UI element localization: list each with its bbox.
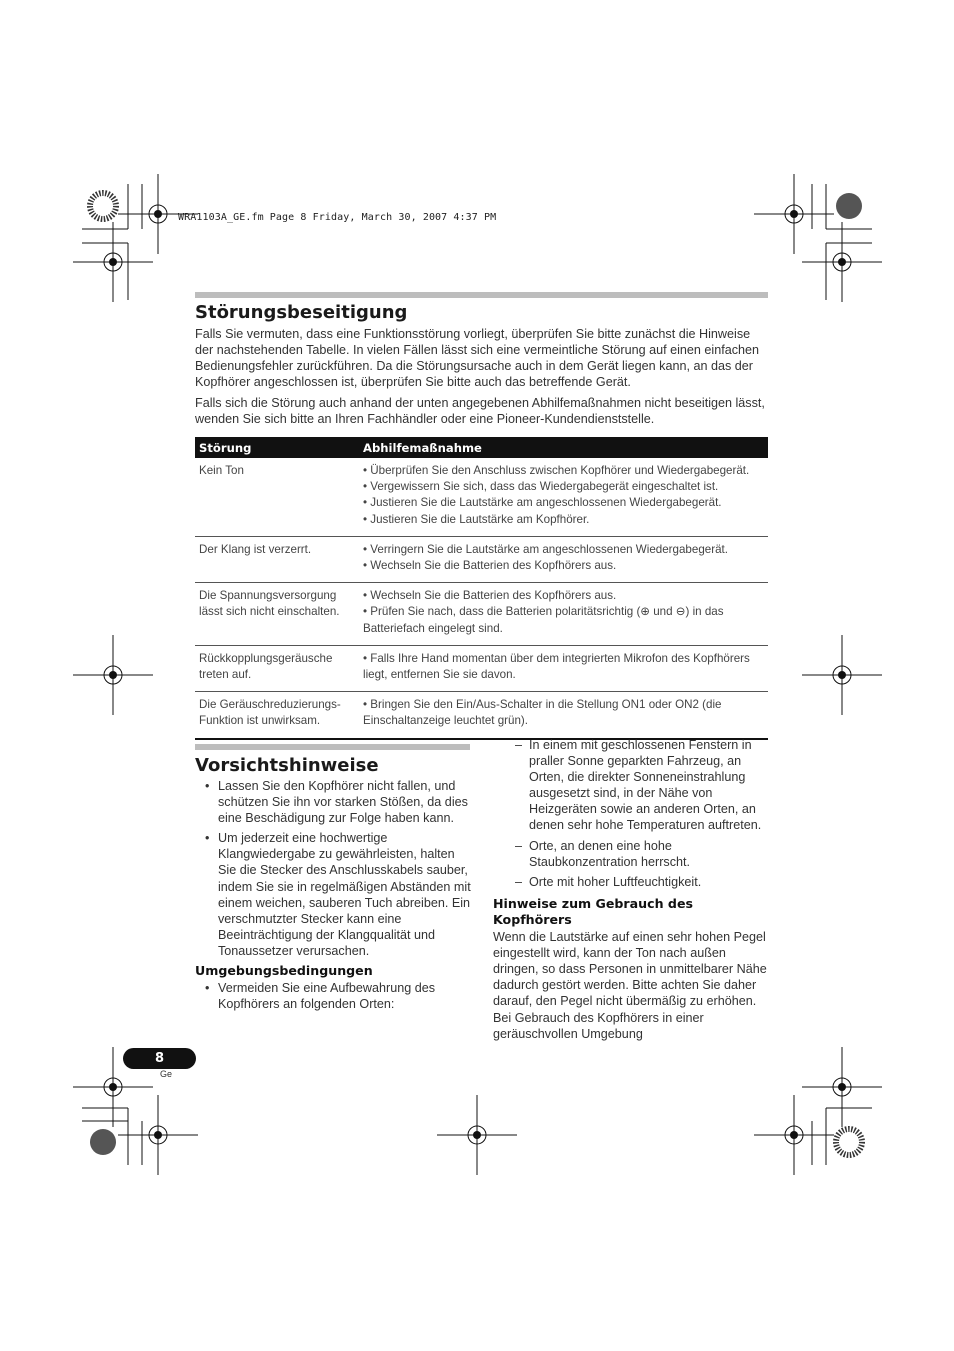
remedy-item: • Vergewissern Sie sich, dass das Wiedergabegerät eingeschaltet ist.	[363, 480, 719, 494]
page-number: 8	[123, 1048, 196, 1069]
remedy-item: • Falls Ihre Hand momentan über dem integrierten Mikrofon des Kopfhörers liegt, entfernen Sie sie davon.	[363, 651, 750, 682]
remedy-item: • Bringen Sie den Ein/Aus-Schalter in die Stellung ON1 oder ON2 (die Einschaltanzeige leuchtet grün).	[363, 698, 722, 728]
table-row	[195, 458, 768, 536]
service-paragraph: Falls sich die Störung auch anhand der unten angegebenen Abhilfemaßnahmen nicht beseitigen lässt, wenden Sie sich bitte an Ihren Fachhändler oder eine Pioneer-Kundendienststelle.	[195, 396, 765, 426]
problem-cell: Rückkopplungsgeräusche treten auf.	[195, 645, 359, 691]
remedy-cell	[359, 458, 768, 536]
left-column	[195, 778, 473, 1016]
remedy-cell	[359, 583, 768, 646]
remedy-item: • Überprüfen Sie den Anschluss zwischen Kopfhörer und Wiedergabegerät.	[363, 464, 750, 477]
remedy-cell	[359, 645, 768, 691]
troubleshooting-table	[195, 437, 768, 740]
right-column	[493, 737, 769, 1042]
problem-cell: Kein Ton	[195, 458, 359, 536]
remedy-item: • Wechseln Sie die Batterien des Kopfhörers aus.	[363, 559, 617, 573]
list-item: – Orte mit hoher Luftfeuchtigkeit.	[493, 874, 769, 890]
list-item: • Lassen Sie den Kopfhörer nicht fallen, und schützen Sie ihn vor starken Stößen, da dies eine Beschädigung zur Folge haben kann.	[195, 778, 473, 826]
remedy-item: • Justieren Sie die Lautstärke am Kopfhörer.	[363, 512, 590, 526]
remedy-item: • Prüfen Sie nach, dass die Batterien polaritätsrichtig (⊕ und ⊖) in das Batteriefach eingelegt sind.	[363, 605, 724, 635]
remedy-cell	[359, 536, 768, 582]
problem-cell: Der Klang ist verzerrt.	[195, 536, 359, 582]
target-icon	[836, 1129, 862, 1155]
list-item: • Vermeiden Sie eine Aufbewahrung des Kopfhörers an folgenden Orten:	[195, 980, 473, 1012]
subheading-headphone-use: Hinweise zum Gebrauch des Kopfhörers	[493, 895, 693, 927]
table-row	[195, 583, 768, 646]
target-icon	[90, 193, 116, 219]
table-row	[195, 692, 768, 739]
list-item: • Um jederzeit eine hochwertige Klangwiedergabe zu gewährleisten, halten Sie die Stecker des Anschlusskabels sauber, indem Sie sie in regelmäßigen Abständen mit einem weichen, sauberen Tuch abreiben. Ein verschmutzter Stecker kann eine Beeinträchtigung der Klangqualität und Tonaussetzer verursachen.	[195, 830, 473, 959]
table-header-row	[195, 437, 768, 458]
table-header-remedy: Abhilfemaßnahme	[359, 437, 768, 458]
section-bar	[195, 292, 768, 298]
language-code: Ge	[160, 1069, 173, 1079]
section-title-precautions: Vorsichtshinweise	[195, 755, 379, 776]
section-title-troubleshooting: Störungsbeseitigung	[195, 302, 408, 323]
table-header-problem: Störung	[195, 437, 359, 458]
problem-cell: Die Geräuschreduzierungs-Funktion ist unwirksam.	[195, 692, 359, 739]
problem-cell: Die Spannungsversorgung lässt sich nicht einschalten.	[195, 583, 359, 646]
target-icon	[836, 193, 862, 219]
remedy-item: • Justieren Sie die Lautstärke am angeschlossenen Wiedergabegerät.	[363, 496, 722, 510]
headphone-use-paragraph: Wenn die Lautstärke auf einen sehr hohen Pegel eingestellt wird, kann der Ton nach außen dringen, so dass Personen in unmittelbarer Nähe dadurch gestört werden. Bitte achten Sie daher darauf, den Pegel nicht übermäßig zu erhöhen. Bei Gebrauch des Kopfhörers in einer geräuschvollen Umgebung	[493, 930, 767, 1041]
table-row	[195, 536, 768, 582]
target-icon	[90, 1129, 116, 1155]
table-row	[195, 645, 768, 691]
list-item: – Orte, an denen eine hohe Staubkonzentration herrscht.	[493, 838, 769, 870]
subheading-environment: Umgebungsbedingungen	[195, 963, 373, 979]
intro-paragraph: Falls Sie vermuten, dass eine Funktionsstörung vorliegt, überprüfen Sie bitte zunächst die Hinweise der nachstehenden Tabelle. In vielen Fällen lässt sich eine vermeintliche Störung auf einen einfachen Bedienungsfehler zurückführen. Da die Störungsursache auch in dem Gerät liegen kann, an das der Kopfhörer angeschlossen ist, überprüfen Sie bitte auch das betreffende Gerät.	[195, 327, 760, 389]
remedy-item: • Wechseln Sie die Batterien des Kopfhörers aus.	[363, 589, 617, 603]
section-bar	[195, 744, 470, 750]
list-item: – In einem mit geschlossenen Fenstern in praller Sonne geparkten Fahrzeug, an Orten, die direkter Sonneneinstrahlung ausgesetzt sind, in der Nähe von Heizgeräten sowie an anderen Orten, an denen sehr hohe Temperaturen auftreten.	[493, 737, 769, 834]
print-header: WRA1103A_GE.fm Page 8 Friday, March 30, 2007 4:37 PM	[178, 212, 497, 223]
remedy-item: • Verringern Sie die Lautstärke am angeschlossenen Wiedergabegerät.	[363, 542, 728, 556]
remedy-cell	[359, 692, 768, 739]
